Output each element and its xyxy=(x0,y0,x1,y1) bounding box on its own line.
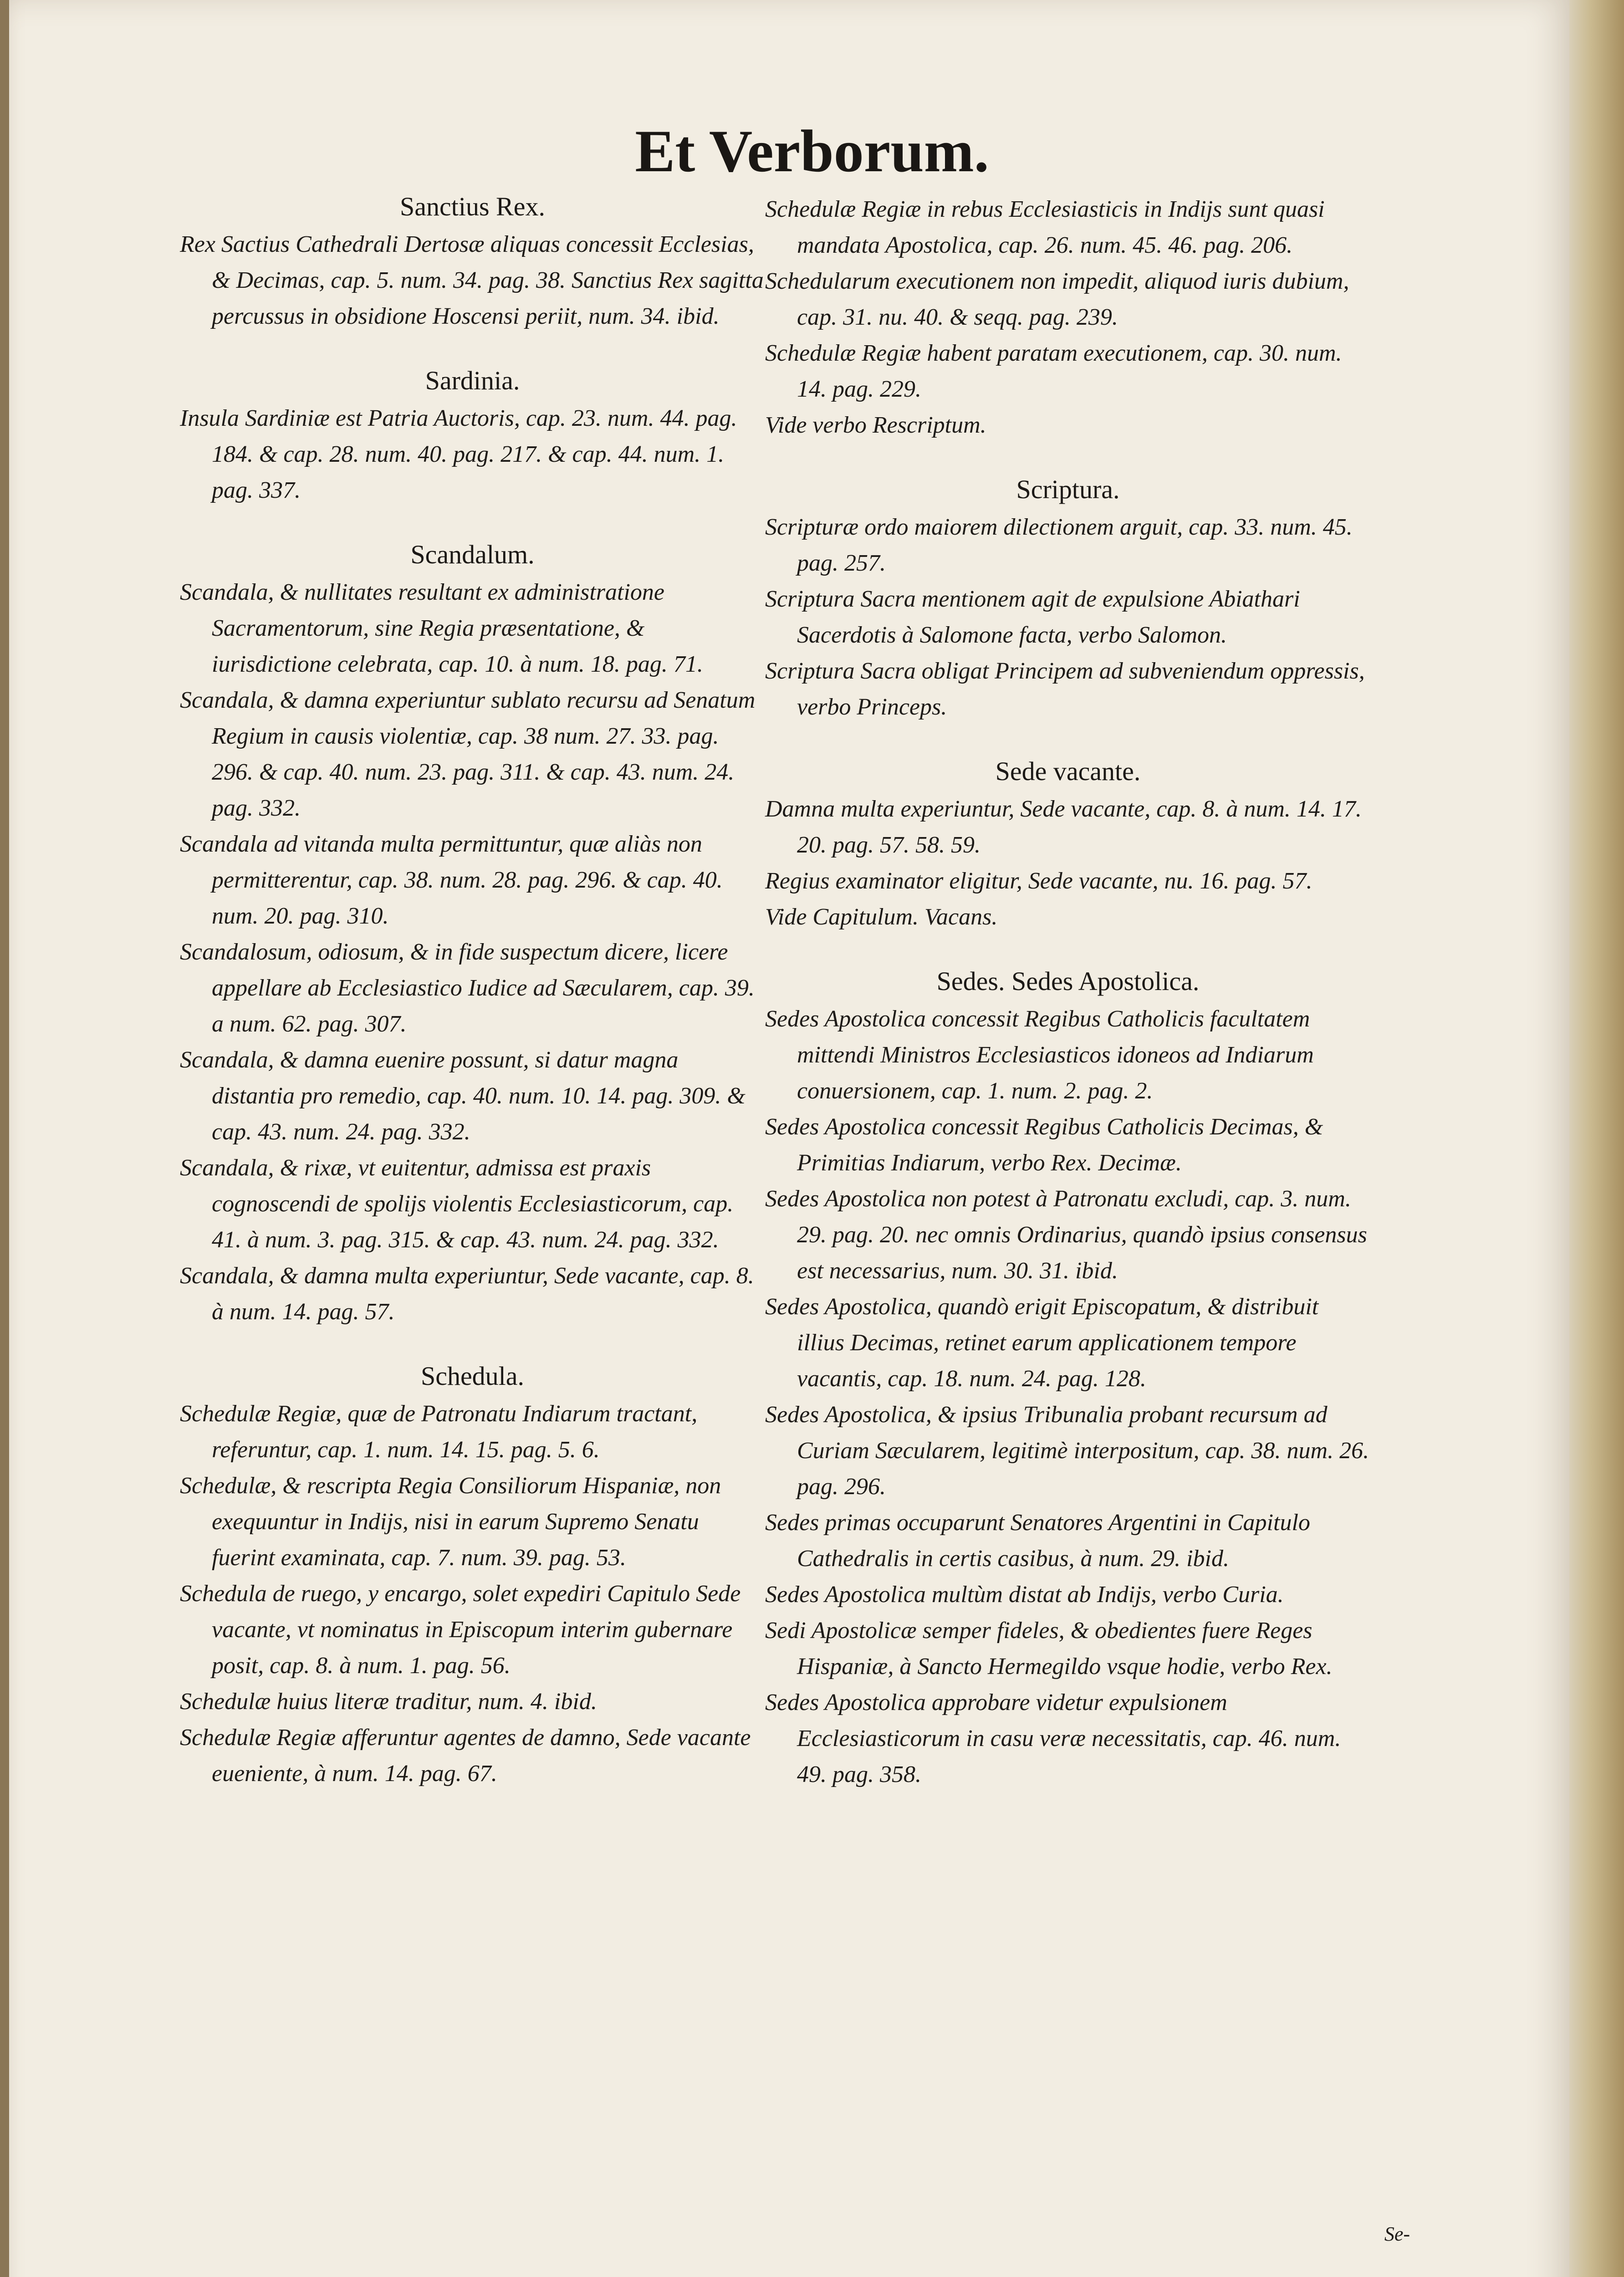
index-section xyxy=(180,1361,765,1792)
index-entry: Scandala, & damna experiuntur sublato recursu ad Senatum Regium in causis violentiæ, cap. 38 num. 27. 33. pag. 296. & cap. 40. num. 23. pag. 311. & cap. 43. num. 24. pag. 332. xyxy=(180,687,756,821)
section-heading: Scriptura. xyxy=(1016,475,1120,504)
index-entry: Schedulæ, & rescripta Regia Consiliorum Hispaniæ, non exequuntur in Indijs, nisi in earum Supremo Senatu fuerint examinata, cap. 7. num. 39. pag. 53. xyxy=(180,1473,721,1571)
index-entry: Schedulæ Regiæ afferuntur agentes de damno, Sede vacante eueniente, à num. 14. pag. 67. xyxy=(180,1725,751,1787)
index-entry: Sedes Apostolica multùm distat ab Indijs, verbo Curia. xyxy=(765,1582,1284,1608)
index-entry: Schedulæ Regiæ in rebus Ecclesiasticis in Indijs sunt quasi mandata Apostolica, cap. 26. num. 45. 46. pag. 206. xyxy=(765,196,1325,258)
index-entry: Schedulæ huius literæ traditur, num. 4. ibid. xyxy=(180,1689,597,1715)
section-heading: Sedes. Sedes Apostolica. xyxy=(936,966,1200,996)
index-entry: Scripturæ ordo maiorem dilectionem arguit, cap. 33. num. 45. pag. 257. xyxy=(765,514,1353,576)
index-entry: Sedes Apostolica, & ipsius Tribunalia probant recursum ad Curiam Sæcularem, legitimè interpositum, cap. 38. num. 26. pag. 296. xyxy=(765,1402,1369,1500)
index-entry: Schedulæ Regiæ habent paratam executionem, cap. 30. num. 14. pag. 229. xyxy=(765,340,1342,402)
catchword: Se- xyxy=(1384,2223,1410,2245)
index-section xyxy=(765,191,1371,443)
index-section xyxy=(765,966,1371,1792)
page-edge xyxy=(1569,0,1624,2277)
index-entry: Regius examinator eligitur, Sede vacante, nu. 16. pag. 57. xyxy=(765,868,1312,894)
index-entry: Sedes primas occuparunt Senatores Argentini in Capitulo Cathedralis in certis casibus, à num. 29. ibid. xyxy=(765,1510,1310,1572)
index-entry: Scandala ad vitanda multa permittuntur, quæ aliàs non permitterentur, cap. 38. num. 28. pag. 296. & cap. 40. num. 20. pag. 310. xyxy=(180,831,723,929)
index-entry: Sedes Apostolica non potest à Patronatu excludi, cap. 3. num. 29. pag. 20. nec omnis Ordinarius, quandò ipsius consensus est necessarius, num. 30. 31. ibid. xyxy=(765,1186,1367,1284)
index-entry: Schedula de ruego, y encargo, solet expediri Capitulo Sede vacante, vt nominatus in Episcopum interim gubernare posit, cap. 8. à num. 1. pag. 56. xyxy=(180,1581,741,1679)
section-heading: Schedula. xyxy=(420,1361,525,1391)
section-heading: Scandalum. xyxy=(410,540,535,569)
index-entry: Scriptura Sacra mentionem agit de expulsione Abiathari Sacerdotis à Salomone facta, verbo Salomon. xyxy=(765,586,1300,648)
index-section xyxy=(765,756,1371,935)
index-section xyxy=(180,365,765,508)
index-entry: Scandala, & nullitates resultant ex administratione Sacramentorum, sine Regia præsentatione, & iurisdictione celebrata, cap. 10. à num. 18. pag. 71. xyxy=(180,579,703,677)
running-head: Et Verborum. xyxy=(635,117,989,184)
index-entry: Sedes Apostolica, quandò erigit Episcopatum, & distribuit illius Decimas, retinet earum applicationem tempore vacantis, cap. 18. num. 24. pag. 128. xyxy=(765,1294,1319,1392)
index-entry: Scriptura Sacra obligat Principem ad subveniendum oppressis, verbo Princeps. xyxy=(765,658,1365,720)
index-entry: Scandalosum, odiosum, & in fide suspectum dicere, licere appellare ab Ecclesiastico Iudice ad Sæcularem, cap. 39. a num. 62. pag. 307. xyxy=(180,939,755,1037)
section-heading: Sede vacante. xyxy=(995,756,1141,786)
index-entry: Damna multa experiuntur, Sede vacante, cap. 8. à num. 14. 17. 20. pag. 57. 58. 59. xyxy=(765,796,1362,858)
section-heading: Sanctius Rex. xyxy=(400,192,545,221)
index-section xyxy=(180,539,765,1330)
index-entry: Schedularum executionem non impedit, aliquod iuris dubium, cap. 31. nu. 40. & seqq. pag. 239. xyxy=(765,268,1349,330)
index-entry: Scandala, & damna multa experiuntur, Sede vacante, cap. 8. à num. 14. pag. 57. xyxy=(180,1263,754,1325)
index-entry: Scandala, & rixæ, vt euitentur, admissa est praxis cognoscendi de spolijs violentis Ecclesiasticorum, cap. 41. à num. 3. pag. 315. & cap. 43. num. 24. pag. 332. xyxy=(180,1155,734,1253)
left-column xyxy=(180,191,765,1792)
index-section xyxy=(180,191,765,334)
index-section xyxy=(765,474,1371,725)
index-entry: Sedes Apostolica concessit Regibus Catholicis Decimas, & Primitias Indiarum, verbo Rex. Decimæ. xyxy=(765,1114,1323,1176)
index-entry: Vide verbo Rescriptum. xyxy=(765,412,986,438)
index-entry: Schedulæ Regiæ, quæ de Patronatu Indiarum tractant, referuntur, cap. 1. num. 14. 15. pag. 5. 6. xyxy=(180,1401,698,1463)
index-entry: Scandala, & damna euenire possunt, si datur magna distantia pro remedio, cap. 40. num. 10. 14. pag. 309. & cap. 43. num. 24. pag. 332. xyxy=(180,1047,746,1145)
right-column xyxy=(765,191,1371,1792)
index-entry: Vide Capitulum. Vacans. xyxy=(765,904,998,930)
index-entry: Sedes Apostolica approbare videtur expulsionem Ecclesiasticorum in casu veræ necessitatis, cap. 46. num. 49. pag. 358. xyxy=(765,1690,1341,1787)
index-entry: Insula Sardiniæ est Patria Auctoris, cap. 23. num. 44. pag. 184. & cap. 28. num. 40. pag. 217. & cap. 44. num. 1. pag. 337. xyxy=(180,405,737,503)
index-entry: Sedi Apostolicæ semper fideles, & obedientes fuere Reges Hispaniæ, à Sancto Hermegildo vsque hodie, verbo Rex. xyxy=(765,1618,1333,1680)
section-heading: Sardinia. xyxy=(425,366,520,395)
index-entry: Rex Sactius Cathedrali Dertosæ aliquas concessit Ecclesias, & Decimas, cap. 5. num. 34. pag. 38. Sanctius Rex sagitta percussus in obsidione Hoscensi periit, num. 34. ibid. xyxy=(180,231,764,329)
index-entry: Sedes Apostolica concessit Regibus Catholicis facultatem mittendi Ministros Ecclesiasticos idoneos ad Indiarum conuersionem, cap. 1. num. 2. pag. 2. xyxy=(765,1006,1314,1104)
